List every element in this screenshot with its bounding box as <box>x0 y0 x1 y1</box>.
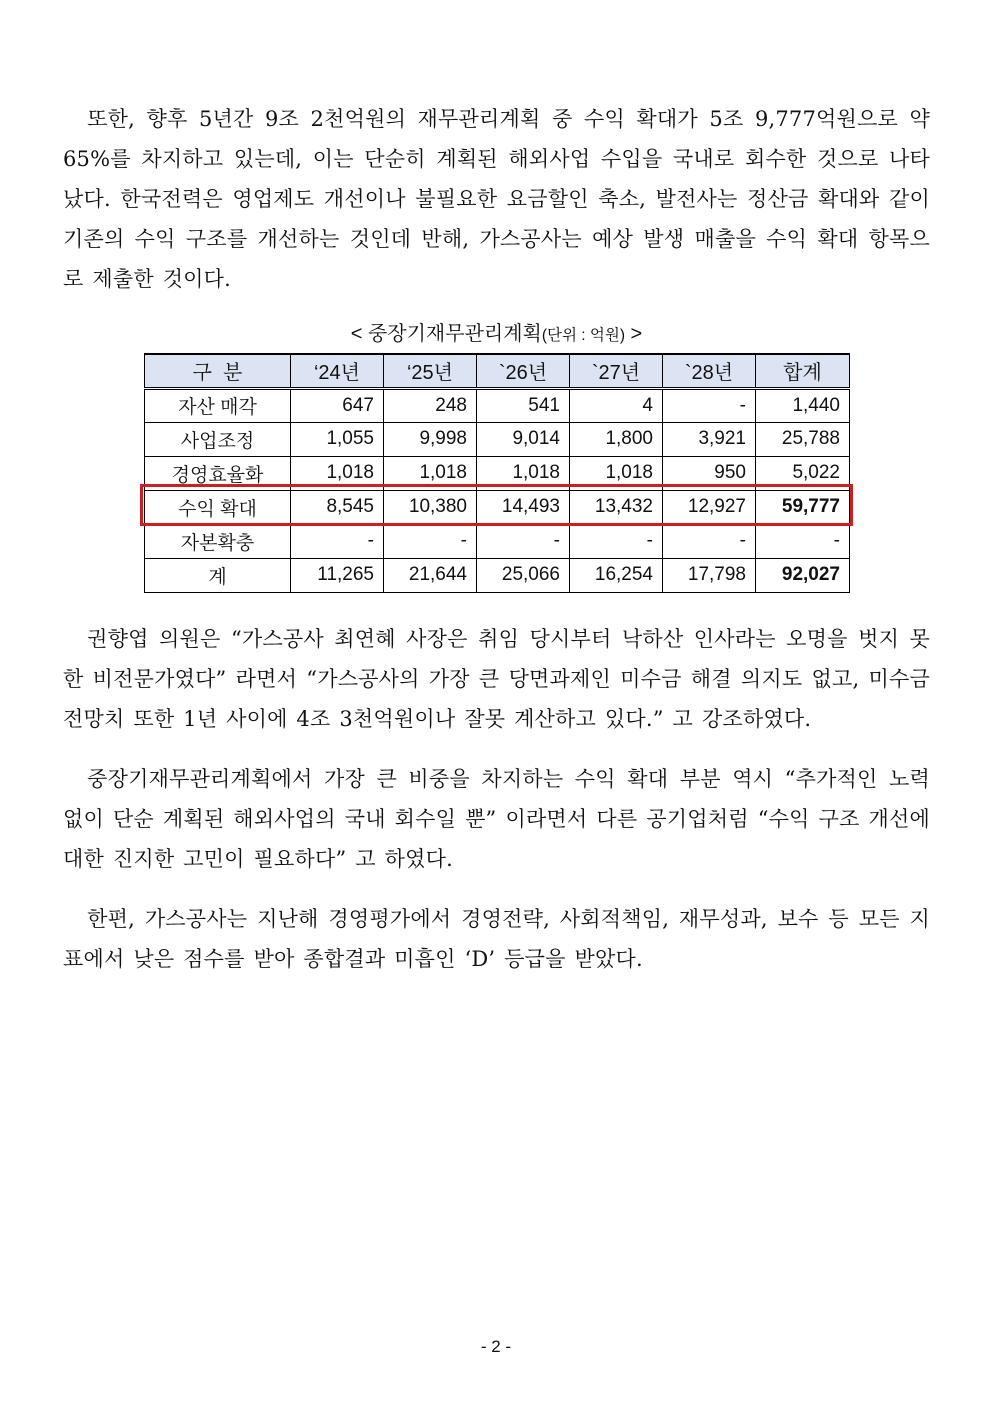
column-header-year-24: ‘24년 <box>291 354 384 388</box>
table-cell-total: - <box>756 524 850 558</box>
table-title <box>144 321 849 349</box>
table-cell: - <box>291 524 384 558</box>
paragraph-revenue-expansion-critique: 중장기재무관리계획에서 가장 큰 비중을 차지하는 수익 확대 부분 역시 “추가적인 노력 없이 단순 계획된 해외사업의 국내 회수일 뿐” 이라면서 다른 공기업처럼 “수익 구조 개선에 대한 진지한 고민이 필요하다” 고 하였다. <box>63 766 930 871</box>
table-cell: - <box>570 524 663 558</box>
table-cell-total: 59,777 <box>756 490 850 524</box>
table-cell: 1,018 <box>384 456 477 490</box>
table-cell: 647 <box>291 388 384 422</box>
table-cell: 1,018 <box>477 456 570 490</box>
paragraph-management-evaluation: 한편, 가스공사는 지난해 경영평가에서 경영전략, 사회적책임, 재무성과, 보수 등 모든 지표에서 낮은 점수를 받아 종합결과 미흡인 ‘D’ 등급을 받았다. <box>63 906 930 971</box>
table-title-main: < 중장기재무관리계획 <box>350 323 542 345</box>
row-label: 경영효율화 <box>145 456 291 490</box>
table-section <box>144 321 849 593</box>
table-cell: 541 <box>477 388 570 422</box>
column-header-year-27: `27년 <box>570 354 663 388</box>
row-label: 계 <box>145 558 291 592</box>
row-label: 자본확충 <box>145 524 291 558</box>
column-header-category: 구 분 <box>145 354 291 388</box>
table-cell: 17,798 <box>663 558 756 592</box>
table-cell: 10,380 <box>384 490 477 524</box>
table-cell: - <box>384 524 477 558</box>
mid-long-term-financial-plan-table <box>144 353 850 593</box>
paragraph-kwon-statement: 권향엽 의원은 “가스공사 최연혜 사장은 취임 당시부터 낙하산 인사라는 오명을 벗지 못한 비전문가였다” 라면서 “가스공사의 가장 큰 당면과제인 미수금 해결 의지도 없고, 미수금 전망치 또한 1년 사이에 4조 3천억원이나 잘못 계산하고 있다.” 고 강조하였다. <box>63 626 930 731</box>
table-cell: 25,066 <box>477 558 570 592</box>
table-header-row <box>145 354 850 388</box>
table-cell: 1,018 <box>570 456 663 490</box>
table-cell: 16,254 <box>570 558 663 592</box>
row-label: 자산 매각 <box>145 388 291 422</box>
table-cell: 14,493 <box>477 490 570 524</box>
table-cell: 4 <box>570 388 663 422</box>
table-cell-total: 1,440 <box>756 388 850 422</box>
column-header-year-26: `26년 <box>477 354 570 388</box>
table-cell: - <box>477 524 570 558</box>
column-header-year-25: ‘25년 <box>384 354 477 388</box>
table-cell: 8,545 <box>291 490 384 524</box>
table-row <box>145 456 850 490</box>
table-row-sum <box>145 558 850 592</box>
table-cell: 1,800 <box>570 422 663 456</box>
row-label: 사업조정 <box>145 422 291 456</box>
table-cell-total: 92,027 <box>756 558 850 592</box>
table-cell: 950 <box>663 456 756 490</box>
table-cell: 1,018 <box>291 456 384 490</box>
table-cell: - <box>663 388 756 422</box>
column-header-total: 합계 <box>756 354 850 388</box>
table-cell-total: 5,022 <box>756 456 850 490</box>
table-cell: 9,998 <box>384 422 477 456</box>
table-cell: - <box>663 524 756 558</box>
table-cell: 11,265 <box>291 558 384 592</box>
table-cell: 1,055 <box>291 422 384 456</box>
table-title-suffix: > <box>625 323 643 345</box>
table-row-revenue-expansion <box>145 490 850 524</box>
table-cell: 21,644 <box>384 558 477 592</box>
table-cell-total: 25,788 <box>756 422 850 456</box>
table-wrap <box>144 353 849 593</box>
page-number: - 2 - <box>480 1337 512 1356</box>
table-cell: 13,432 <box>570 490 663 524</box>
table-row <box>145 422 850 456</box>
table-row <box>145 388 850 422</box>
row-label: 수익 확대 <box>145 490 291 524</box>
table-title-unit: (단위 : 억원) <box>541 327 625 344</box>
table-cell: 3,921 <box>663 422 756 456</box>
table-cell: 12,927 <box>663 490 756 524</box>
column-header-year-28: `28년 <box>663 354 756 388</box>
table-cell: 248 <box>384 388 477 422</box>
table-cell: 9,014 <box>477 422 570 456</box>
table-row <box>145 524 850 558</box>
paragraph-financial-plan-overview: 또한, 향후 5년간 9조 2천억원의 재무관리계획 중 수익 확대가 5조 9,777억원으로 약 65%를 차지하고 있는데, 이는 단순히 계획된 해외사업 수입을 국내로 회수한 것으로 나타났다. 한국전력은 영업제도 개선이나 불필요한 요금할인 축소, 발전사는 정산금 확대와 같이 기존의 수익 구조를 개선하는 것인데 반해, 가스공사는 예상 발생 매출을 수익 확대 항목으로 제출한 것이다. <box>63 107 930 291</box>
